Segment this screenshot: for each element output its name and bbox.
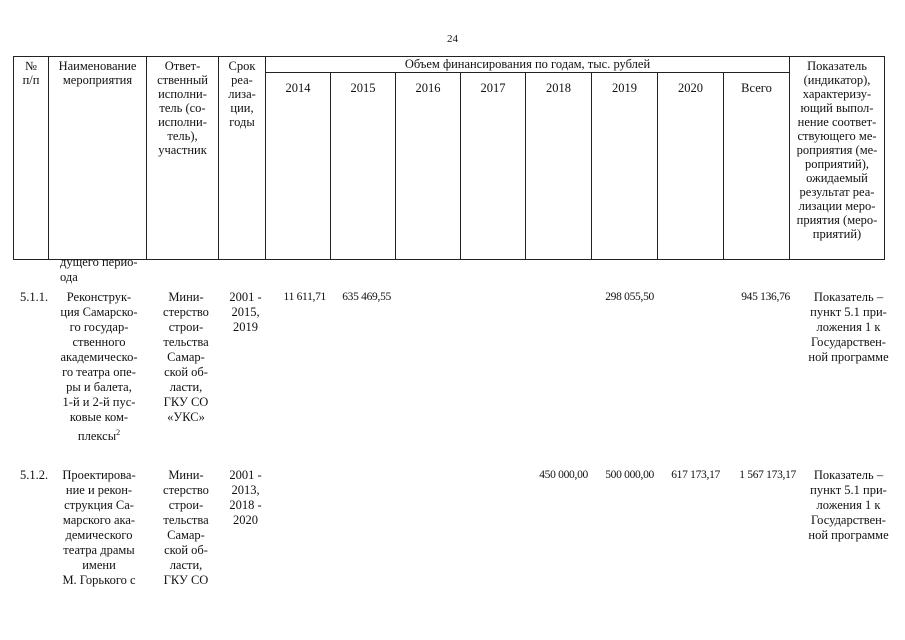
header-year-2017: 2017 bbox=[461, 73, 526, 260]
table-header bbox=[13, 56, 885, 260]
header-term: Срок реа- лиза- ции, годы bbox=[219, 57, 266, 260]
row-name: Проектирова- ние и рекон- струкция Са- марского ака- демического театра драмы имени М. Горького с bbox=[62, 468, 136, 587]
value-2019: 500 000,00 bbox=[605, 469, 654, 481]
header-name: Наименование мероприятия bbox=[49, 57, 147, 260]
header-responsible: Ответ- ственный исполни- тель (со- исполни- тель), участник bbox=[147, 57, 219, 260]
header-year-2020: 2020 bbox=[658, 73, 724, 260]
footnote-mark: 2 bbox=[116, 428, 121, 437]
row-term: 2001 - 2015, 2019 bbox=[229, 290, 262, 334]
value-total: 1 567 173,17 bbox=[739, 469, 796, 481]
row-name-text: Реконструк- ция Самарско- го государ- ственного академическо- го театра опе- ры и балета, 1-й и 2-й пус- ковые ком- плексы bbox=[60, 290, 138, 444]
row-term: 2001 - 2013, 2018 - 2020 bbox=[229, 468, 262, 527]
value-2019: 298 055,50 bbox=[605, 291, 654, 303]
header-indicator: Показатель (индикатор), характеризу- ющий выпол- нение соответ- ствующего ме- роприятия (ме- роприятий), ожидаемый результат реа- лизации меро- приятия (меро- приятий) bbox=[790, 57, 885, 260]
value-total: 945 136,76 bbox=[741, 291, 790, 303]
value-2015: 635 469,55 bbox=[342, 291, 391, 303]
header-year-2016: 2016 bbox=[396, 73, 461, 260]
row-indicator: Показатель – пункт 5.1 при- ложения 1 к Государствен- ной программе bbox=[808, 468, 889, 542]
header-year-2015: 2015 bbox=[331, 73, 396, 260]
header-financing: Объем финансирования по годам, тыс. рублей bbox=[266, 57, 790, 73]
continuation-text: дущего перио- ода bbox=[60, 255, 138, 284]
header-year-2014: 2014 bbox=[266, 73, 331, 260]
header-year-2019: 2019 bbox=[592, 73, 658, 260]
row-name bbox=[50, 290, 148, 444]
page-number: 24 bbox=[447, 33, 458, 45]
row-responsible: Мини- стерство строи- тельства Самар- ской об- ласти, ГКУ СО «УКС» bbox=[163, 290, 209, 424]
value-2018: 450 000,00 bbox=[539, 469, 588, 481]
header-total: Всего bbox=[724, 73, 790, 260]
row-indicator: Показатель – пункт 5.1 при- ложения 1 к Государствен- ной программе bbox=[808, 290, 889, 364]
row-number: 5.1.1. bbox=[20, 290, 49, 304]
row-number: 5.1.2. bbox=[20, 468, 49, 482]
value-2020: 617 173,17 bbox=[671, 469, 720, 481]
row-responsible: Мини- стерство строи- тельства Самар- ской об- ласти, ГКУ СО bbox=[163, 468, 209, 587]
header-year-2018: 2018 bbox=[526, 73, 592, 260]
value-2014: 11 611,71 bbox=[283, 291, 326, 303]
header-num: № п/п bbox=[14, 57, 49, 260]
